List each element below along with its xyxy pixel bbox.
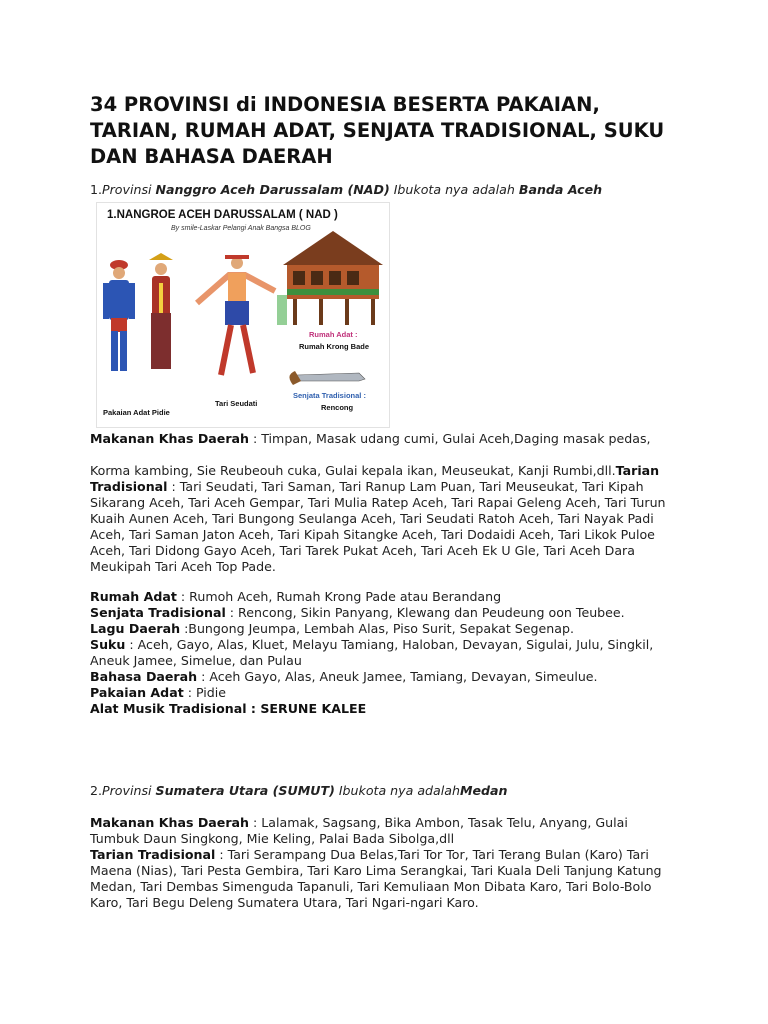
tarian-value-line: Karo, Tari Begu Deleng Sumatera Utara, Tari Ngari-ngari Karo.: [90, 895, 479, 910]
province-illustration: [96, 202, 390, 428]
makanan-value: : Timpan, Masak udang cumi, Gulai Aceh,Daging masak pedas,: [249, 431, 651, 446]
tarian-value: : Tari Serampang Dua Belas,Tari Tor Tor, Tari Terang Bulan (Karo) Tari: [215, 847, 649, 862]
house-icon: [277, 231, 383, 325]
makanan-label: Makanan Khas Daerah: [90, 815, 249, 830]
caption-house: Rumah Krong Bade: [299, 342, 370, 351]
caption-weapon: Rencong: [321, 403, 354, 412]
capital-text: Ibukota nya adalah: [389, 182, 519, 197]
makanan-label: Makanan Khas Daerah: [90, 431, 249, 446]
tarian-value-line: Kuaih Aunen Aceh, Tari Bungong Seulanga Aceh, Tari Seudati Ratoh Aceh, Tari Nayak Padi: [90, 511, 654, 526]
suku-label: Suku: [90, 637, 126, 652]
man-figure-icon: [103, 260, 135, 371]
tarian-value: : Tari Seudati, Tari Saman, Tari Ranup Lam Puan, Tari Meuseukat, Tari Kipah: [167, 479, 644, 494]
bahasa-value: : Aceh Gayo, Alas, Aneuk Jamee, Tamiang, Devayan, Simeulue.: [197, 669, 598, 684]
province-prefix: Provinsi: [102, 783, 156, 798]
tarian-label: Tarian: [615, 463, 660, 478]
rumah-adat-value: : Rumoh Aceh, Rumah Krong Pade atau Berandang: [176, 589, 502, 604]
suku-value: : Aceh, Gayo, Alas, Kluet, Melayu Tamiang, Haloban, Devayan, Sigulai, Julu, Singkil,: [125, 637, 654, 652]
province-name: Nanggro Aceh Darussalam (NAD): [155, 182, 390, 197]
tarian-value-line: Aceh, Tari Saman Jaton Aceh, Tari Kipah Sitangke Aceh, Tari Dodaidi Aceh, Tari Likok Puloe: [90, 527, 655, 542]
rencong-dagger-icon: [289, 371, 365, 385]
capital-name: Medan: [459, 783, 508, 798]
pakaian-value: : Pidie: [183, 685, 227, 700]
caption-house-label: Rumah Adat :: [309, 330, 358, 339]
illustration-title: 1.NANGROE ACEH DARUSSALAM ( NAD ): [107, 209, 338, 221]
musik-label: Alat Musik Tradisional: [90, 701, 247, 716]
bahasa-label: Bahasa Daerah: [90, 669, 198, 684]
province-name: Sumatera Utara (SUMUT): [155, 783, 335, 798]
makanan-value: : Lalamak, Sagsang, Bika Ambon, Tasak Telu, Anyang, Gulai: [249, 815, 628, 830]
page-title: 34 PROVINSI di INDONESIA BESERTA PAKAIAN, TARIAN, RUMAH ADAT, SENJATA TRADISIONAL, SUKU DAN BAHASA DAERAH: [90, 93, 665, 168]
makanan-value-cont: Korma kambing, Sie Reubeouh cuka, Gulai kepala ikan, Meuseukat, Kanji Rumbi,dll.: [90, 463, 616, 478]
senjata-label: Senjata Tradisional: [90, 605, 226, 620]
province-2-details: [90, 815, 690, 911]
dancer-figure-icon: [197, 255, 275, 375]
tarian-section: [90, 463, 690, 575]
lagu-value: :Bungong Jeumpa, Lembah Alas, Piso Surit, Sepakat Segenap.: [180, 621, 574, 636]
caption-weapon-label: Senjata Tradisional :: [293, 391, 366, 400]
tarian-label-cont: Tradisional: [90, 479, 168, 494]
province-number: 2.: [90, 783, 103, 798]
tarian-value-line: Sikarang Aceh, Tari Aceh Gempar, Tari Mulia Ratep Aceh, Tari Rapai Geleng Aceh, Tari Turun: [90, 495, 666, 510]
capital-name: Banda Aceh: [518, 182, 603, 197]
caption-dance: Tari Seudati: [215, 399, 258, 408]
senjata-value: : Rencong, Sikin Panyang, Klewang dan Peudeung oon Teubee.: [225, 605, 625, 620]
musik-value: : SERUNE KALEE: [246, 701, 367, 716]
tarian-value-line: Medan, Tari Dembas Simenguda Tapanuli, Tari Kemuliaan Mon Dibata Karo, Tari Bolo-Bolo: [90, 879, 652, 894]
province-2-intro: [90, 783, 508, 798]
lagu-label: Lagu Daerah: [90, 621, 181, 636]
province-1-intro: [90, 182, 602, 197]
pakaian-label: Pakaian Adat: [90, 685, 184, 700]
province-number: 1.: [90, 182, 103, 197]
capital-text: Ibukota nya adalah: [334, 783, 460, 798]
province-prefix: Provinsi: [102, 182, 156, 197]
woman-figure-icon: [149, 253, 173, 369]
tarian-label: Tarian Tradisional: [90, 847, 216, 862]
makanan-value-cont: Tumbuk Daun Singkong, Mie Keling, Palai Bada Sibolga,dll: [90, 831, 455, 846]
province-1-attributes: [90, 589, 690, 717]
caption-clothes: Pakaian Adat Pidie: [103, 408, 170, 417]
illustration-subtitle: By smile-Laskar Pelangi Anak Bangsa BLOG: [171, 225, 311, 232]
suku-value-cont: Aneuk Jamee, Simelue, dan Pulau: [90, 653, 302, 668]
tarian-value-line: Meukipah Tari Aceh Top Pade.: [90, 559, 276, 574]
tarian-value-line: Aceh, Tari Didong Gayo Aceh, Tari Tarek Pukat Aceh, Tari Aceh Ek U Gle, Tari Aceh Dara: [90, 543, 635, 558]
rumah-adat-label: Rumah Adat: [90, 589, 177, 604]
tarian-value-line: Maena (Nias), Tari Pesta Gembira, Tari Karo Lima Serangkai, Tari Kuala Deli Tanjung Katung: [90, 863, 662, 878]
makanan-khas-section: [90, 431, 690, 447]
